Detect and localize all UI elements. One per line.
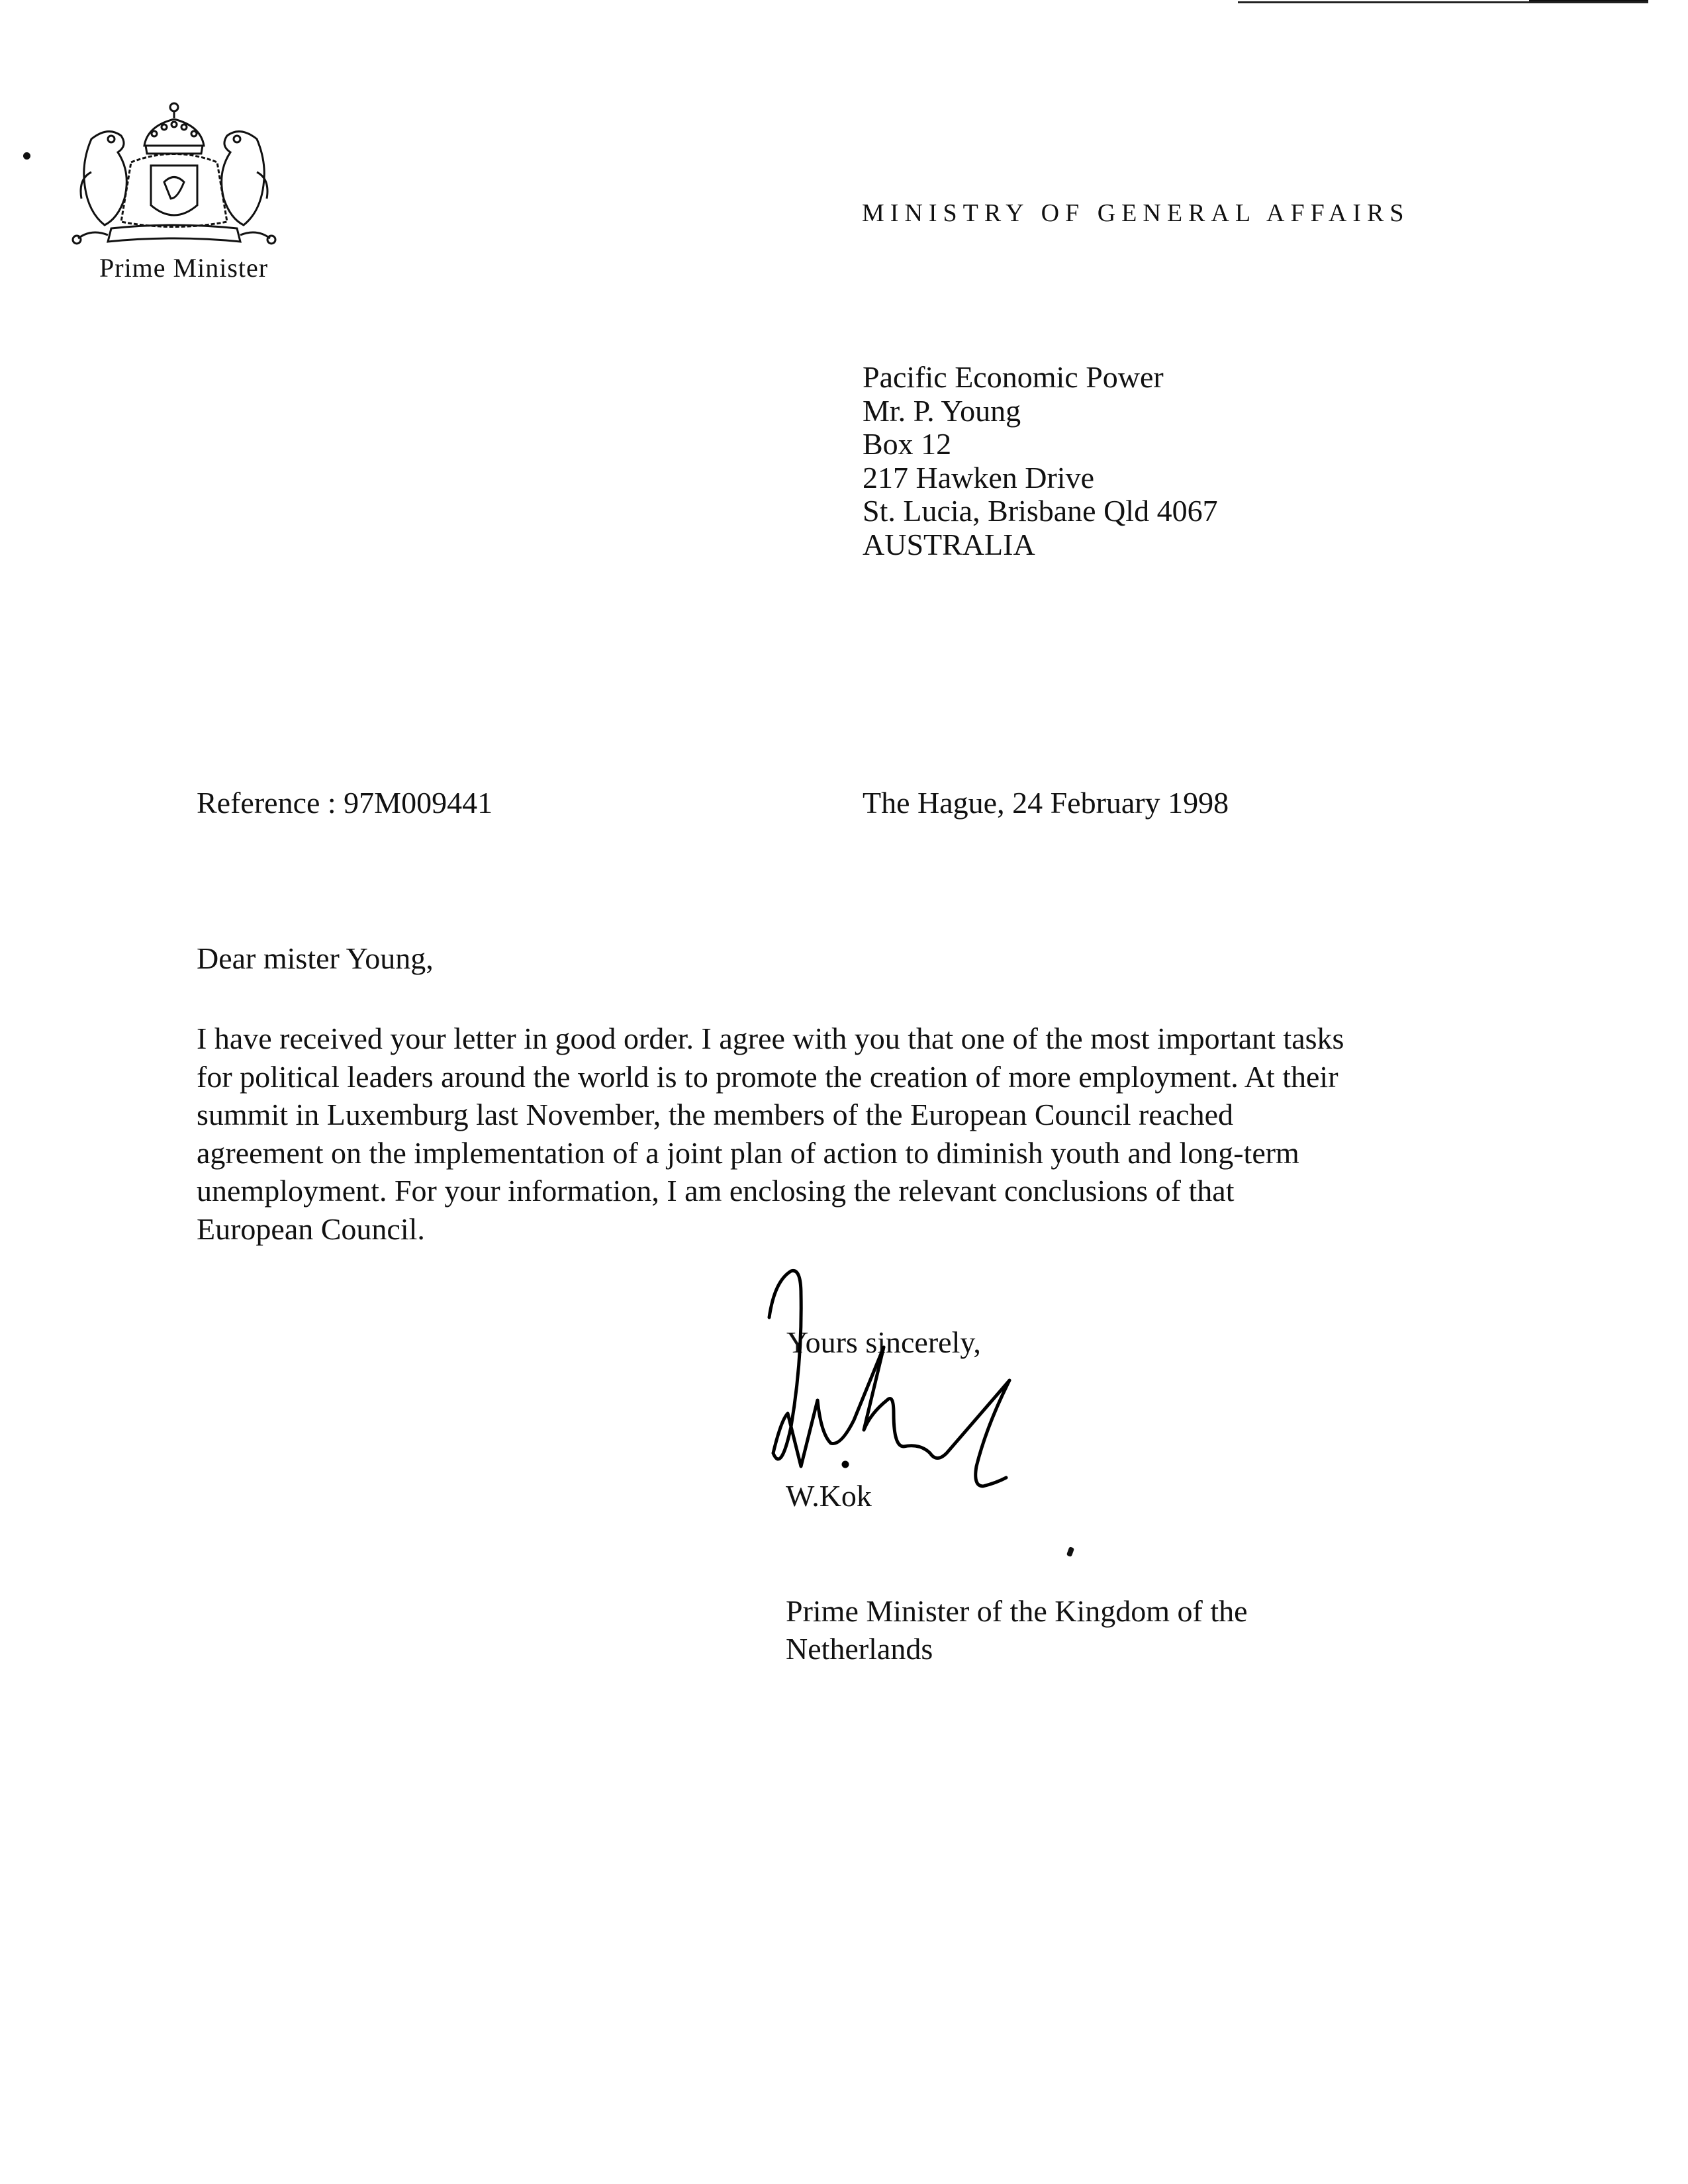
handwritten-signature-icon — [755, 1255, 1152, 1506]
body-line: agreement on the implementation of a joint plan of action to diminish youth and long-term — [197, 1135, 1299, 1170]
address-line: AUSTRALIA — [863, 527, 1035, 561]
recipient-address — [863, 361, 1218, 561]
closing: Yours sincerely, — [786, 1325, 981, 1359]
scan-edge-rule — [1238, 1, 1648, 3]
address-line: Mr. P. Young — [863, 393, 1021, 428]
body-line: European Council. — [197, 1211, 425, 1246]
address-line: Pacific Economic Power — [863, 360, 1164, 394]
scan-edge-rule-thick — [1529, 0, 1648, 1]
reference-number: Reference : 97M009441 — [197, 786, 493, 820]
ministry-heading: MINISTRY OF GENERAL AFFAIRS — [862, 199, 1410, 227]
signer-title-line: Netherlands — [786, 1632, 933, 1666]
address-line: Box 12 — [863, 427, 952, 461]
salutation: Dear mister Young, — [197, 941, 434, 975]
signer-title-line: Prime Minister of the Kingdom of the — [786, 1594, 1248, 1628]
body-line: I have received your letter in good order. I agree with you that one of the most important tasks — [197, 1021, 1344, 1055]
body-line: for political leaders around the world is to promote the creation of more employment. At their — [197, 1059, 1338, 1094]
signer-name: W.Kok — [786, 1479, 872, 1513]
letter-body — [197, 1020, 1494, 1248]
stray-mark — [1066, 1546, 1074, 1557]
signer-title — [786, 1592, 1248, 1668]
crest-label: Prime Minister — [99, 253, 269, 283]
address-line: St. Lucia, Brisbane Qld 4067 — [863, 494, 1218, 528]
body-line: summit in Luxemburg last November, the members of the European Council reached — [197, 1098, 1233, 1131]
address-line: 217 Hawken Drive — [863, 460, 1095, 495]
scan-dot-mark — [23, 152, 30, 160]
body-line: unemployment. For your information, I am enclosing the relevant conclusions of that — [197, 1174, 1235, 1208]
dateline: The Hague, 24 February 1998 — [863, 786, 1229, 820]
coat-of-arms-icon — [65, 99, 283, 252]
